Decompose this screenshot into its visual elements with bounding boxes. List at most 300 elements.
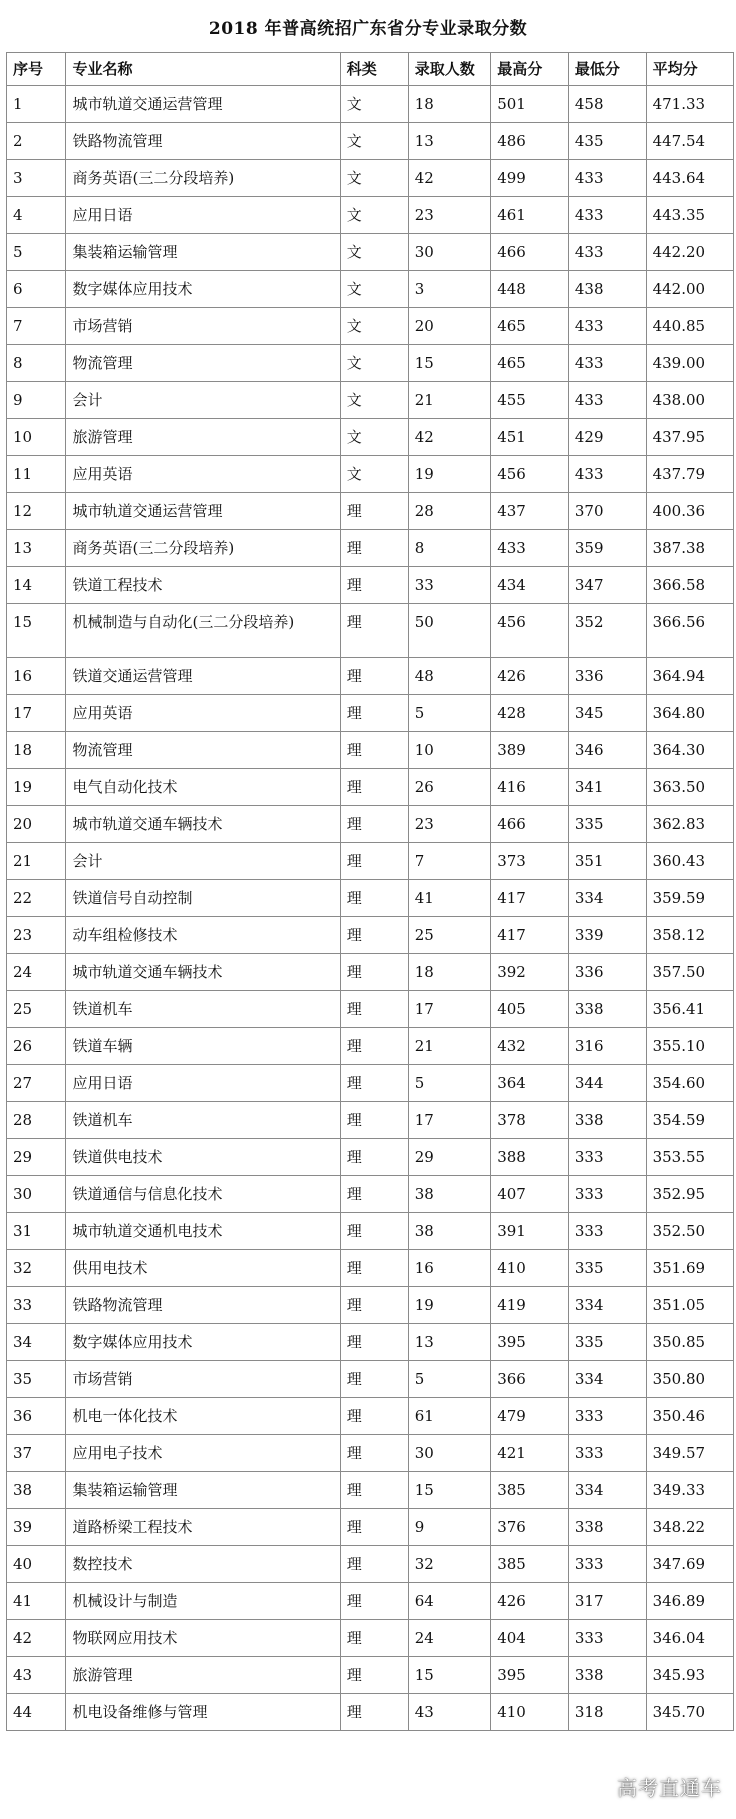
cell-admitted-count: 7: [408, 843, 491, 880]
cell-max-score: 501: [491, 86, 569, 123]
cell-admitted-count: 42: [408, 160, 491, 197]
cell-index: 19: [7, 769, 66, 806]
cell-max-score: 465: [491, 345, 569, 382]
cell-max-score: 466: [491, 806, 569, 843]
cell-avg-score: 387.38: [646, 530, 733, 567]
cell-avg-score: 345.70: [646, 1694, 733, 1731]
table-row: [7, 1028, 734, 1065]
table-body: [7, 86, 734, 1731]
cell-max-score: 456: [491, 604, 569, 658]
cell-major-name: 城市轨道交通运营管理: [66, 86, 340, 123]
cell-min-score: 429: [568, 419, 646, 456]
header-category: 科类: [340, 53, 408, 86]
cell-major-name: 旅游管理: [66, 419, 340, 456]
cell-avg-score: 443.35: [646, 197, 733, 234]
cell-min-score: 352: [568, 604, 646, 658]
cell-major-name: 市场营销: [66, 1361, 340, 1398]
cell-major-name: 会计: [66, 843, 340, 880]
cell-max-score: 433: [491, 530, 569, 567]
table-row: [7, 769, 734, 806]
cell-index: 18: [7, 732, 66, 769]
cell-min-score: 338: [568, 1509, 646, 1546]
cell-major-name: 动车组检修技术: [66, 917, 340, 954]
table-row: [7, 732, 734, 769]
cell-max-score: 479: [491, 1398, 569, 1435]
cell-index: 10: [7, 419, 66, 456]
cell-min-score: 333: [568, 1139, 646, 1176]
cell-avg-score: 442.00: [646, 271, 733, 308]
cell-avg-score: 352.95: [646, 1176, 733, 1213]
cell-index: 17: [7, 695, 66, 732]
cell-max-score: 499: [491, 160, 569, 197]
cell-index: 27: [7, 1065, 66, 1102]
cell-category: 理: [340, 1102, 408, 1139]
cell-min-score: 345: [568, 695, 646, 732]
cell-avg-score: 437.95: [646, 419, 733, 456]
table-row: [7, 234, 734, 271]
cell-avg-score: 351.69: [646, 1250, 733, 1287]
cell-major-name: 应用日语: [66, 197, 340, 234]
cell-max-score: 428: [491, 695, 569, 732]
table-row: [7, 604, 734, 658]
cell-index: 31: [7, 1213, 66, 1250]
cell-min-score: 333: [568, 1546, 646, 1583]
cell-admitted-count: 20: [408, 308, 491, 345]
cell-category: 理: [340, 1176, 408, 1213]
cell-min-score: 433: [568, 382, 646, 419]
cell-major-name: 数字媒体应用技术: [66, 271, 340, 308]
cell-max-score: 385: [491, 1546, 569, 1583]
cell-avg-score: 348.22: [646, 1509, 733, 1546]
cell-min-score: 458: [568, 86, 646, 123]
cell-index: 24: [7, 954, 66, 991]
cell-max-score: 465: [491, 308, 569, 345]
cell-max-score: 417: [491, 880, 569, 917]
cell-category: 理: [340, 1620, 408, 1657]
cell-max-score: 456: [491, 456, 569, 493]
cell-category: 理: [340, 658, 408, 695]
cell-min-score: 344: [568, 1065, 646, 1102]
cell-category: 理: [340, 567, 408, 604]
cell-category: 理: [340, 806, 408, 843]
cell-avg-score: 346.89: [646, 1583, 733, 1620]
cell-category: 理: [340, 732, 408, 769]
cell-index: 3: [7, 160, 66, 197]
cell-min-score: 346: [568, 732, 646, 769]
cell-admitted-count: 48: [408, 658, 491, 695]
table-row: [7, 308, 734, 345]
cell-min-score: 333: [568, 1435, 646, 1472]
table-row: [7, 954, 734, 991]
cell-avg-score: 437.79: [646, 456, 733, 493]
cell-major-name: 城市轨道交通机电技术: [66, 1213, 340, 1250]
cell-major-name: 应用日语: [66, 1065, 340, 1102]
table-row: [7, 917, 734, 954]
cell-avg-score: 359.59: [646, 880, 733, 917]
table-row: [7, 1435, 734, 1472]
cell-index: 15: [7, 604, 66, 658]
table-row: [7, 1472, 734, 1509]
cell-major-name: 道路桥梁工程技术: [66, 1509, 340, 1546]
table-row: [7, 1324, 734, 1361]
table-row: [7, 419, 734, 456]
cell-max-score: 364: [491, 1065, 569, 1102]
header-min-score: 最低分: [568, 53, 646, 86]
cell-min-score: 334: [568, 1361, 646, 1398]
cell-major-name: 铁道工程技术: [66, 567, 340, 604]
cell-avg-score: 349.57: [646, 1435, 733, 1472]
cell-major-name: 会计: [66, 382, 340, 419]
cell-min-score: 338: [568, 1657, 646, 1694]
cell-admitted-count: 24: [408, 1620, 491, 1657]
table-row: [7, 160, 734, 197]
cell-major-name: 应用电子技术: [66, 1435, 340, 1472]
cell-index: 40: [7, 1546, 66, 1583]
table-row: [7, 86, 734, 123]
cell-major-name: 数控技术: [66, 1546, 340, 1583]
cell-index: 30: [7, 1176, 66, 1213]
cell-category: 理: [340, 1472, 408, 1509]
cell-major-name: 铁路物流管理: [66, 1287, 340, 1324]
cell-min-score: 433: [568, 234, 646, 271]
cell-min-score: 334: [568, 1472, 646, 1509]
table-row: [7, 1657, 734, 1694]
cell-category: 理: [340, 954, 408, 991]
table-row: [7, 1620, 734, 1657]
cell-avg-score: 350.85: [646, 1324, 733, 1361]
cell-index: 13: [7, 530, 66, 567]
cell-avg-score: 347.69: [646, 1546, 733, 1583]
cell-index: 25: [7, 991, 66, 1028]
cell-index: 22: [7, 880, 66, 917]
cell-index: 12: [7, 493, 66, 530]
cell-index: 20: [7, 806, 66, 843]
cell-max-score: 437: [491, 493, 569, 530]
cell-major-name: 物流管理: [66, 345, 340, 382]
cell-index: 7: [7, 308, 66, 345]
cell-major-name: 集装箱运输管理: [66, 1472, 340, 1509]
cell-max-score: 395: [491, 1657, 569, 1694]
cell-admitted-count: 9: [408, 1509, 491, 1546]
table-row: [7, 1287, 734, 1324]
cell-min-score: 351: [568, 843, 646, 880]
cell-admitted-count: 32: [408, 1546, 491, 1583]
cell-admitted-count: 26: [408, 769, 491, 806]
cell-major-name: 铁道机车: [66, 1102, 340, 1139]
cell-category: 理: [340, 493, 408, 530]
cell-avg-score: 362.83: [646, 806, 733, 843]
cell-admitted-count: 16: [408, 1250, 491, 1287]
cell-min-score: 433: [568, 160, 646, 197]
cell-major-name: 电气自动化技术: [66, 769, 340, 806]
cell-avg-score: 355.10: [646, 1028, 733, 1065]
cell-index: 29: [7, 1139, 66, 1176]
cell-major-name: 铁道信号自动控制: [66, 880, 340, 917]
cell-category: 理: [340, 1546, 408, 1583]
cell-min-score: 433: [568, 345, 646, 382]
cell-category: 理: [340, 695, 408, 732]
cell-major-name: 铁道车辆: [66, 1028, 340, 1065]
cell-index: 35: [7, 1361, 66, 1398]
cell-min-score: 370: [568, 493, 646, 530]
cell-category: 理: [340, 1139, 408, 1176]
table-row: [7, 658, 734, 695]
table-row: [7, 271, 734, 308]
cell-avg-score: 345.93: [646, 1657, 733, 1694]
cell-max-score: 434: [491, 567, 569, 604]
cell-category: 文: [340, 86, 408, 123]
cell-admitted-count: 18: [408, 86, 491, 123]
cell-category: 文: [340, 419, 408, 456]
cell-avg-score: 364.30: [646, 732, 733, 769]
cell-min-score: 433: [568, 197, 646, 234]
cell-min-score: 316: [568, 1028, 646, 1065]
cell-admitted-count: 29: [408, 1139, 491, 1176]
cell-avg-score: 360.43: [646, 843, 733, 880]
cell-min-score: 359: [568, 530, 646, 567]
cell-min-score: 338: [568, 1102, 646, 1139]
cell-admitted-count: 42: [408, 419, 491, 456]
cell-max-score: 417: [491, 917, 569, 954]
cell-category: 文: [340, 160, 408, 197]
cell-major-name: 机电设备维修与管理: [66, 1694, 340, 1731]
cell-index: 11: [7, 456, 66, 493]
cell-min-score: 334: [568, 1287, 646, 1324]
cell-admitted-count: 15: [408, 1657, 491, 1694]
cell-max-score: 404: [491, 1620, 569, 1657]
cell-index: 4: [7, 197, 66, 234]
cell-min-score: 333: [568, 1620, 646, 1657]
cell-index: 34: [7, 1324, 66, 1361]
cell-major-name: 市场营销: [66, 308, 340, 345]
cell-max-score: 405: [491, 991, 569, 1028]
cell-category: 理: [340, 1583, 408, 1620]
cell-avg-score: 346.04: [646, 1620, 733, 1657]
table-row: [7, 530, 734, 567]
cell-category: 理: [340, 1398, 408, 1435]
cell-max-score: 426: [491, 658, 569, 695]
cell-category: 文: [340, 308, 408, 345]
header-avg-score: 平均分: [646, 53, 733, 86]
cell-max-score: 421: [491, 1435, 569, 1472]
cell-max-score: 395: [491, 1324, 569, 1361]
table-row: [7, 456, 734, 493]
cell-major-name: 城市轨道交通运营管理: [66, 493, 340, 530]
cell-index: 42: [7, 1620, 66, 1657]
cell-category: 理: [340, 604, 408, 658]
cell-index: 21: [7, 843, 66, 880]
cell-max-score: 451: [491, 419, 569, 456]
table-row: [7, 1546, 734, 1583]
cell-avg-score: 366.56: [646, 604, 733, 658]
cell-category: 文: [340, 234, 408, 271]
cell-index: 39: [7, 1509, 66, 1546]
table-header-row: [7, 53, 734, 86]
cell-major-name: 机械制造与自动化(三二分段培养): [66, 604, 340, 658]
cell-avg-score: 356.41: [646, 991, 733, 1028]
cell-admitted-count: 33: [408, 567, 491, 604]
table-row: [7, 806, 734, 843]
cell-category: 理: [340, 917, 408, 954]
cell-category: 理: [340, 1028, 408, 1065]
cell-category: 理: [340, 1435, 408, 1472]
cell-avg-score: 349.33: [646, 1472, 733, 1509]
cell-major-name: 铁道供电技术: [66, 1139, 340, 1176]
cell-major-name: 铁路物流管理: [66, 123, 340, 160]
cell-admitted-count: 21: [408, 1028, 491, 1065]
cell-category: 理: [340, 880, 408, 917]
cell-max-score: 388: [491, 1139, 569, 1176]
cell-avg-score: 350.46: [646, 1398, 733, 1435]
cell-max-score: 410: [491, 1694, 569, 1731]
cell-index: 5: [7, 234, 66, 271]
cell-category: 理: [340, 1250, 408, 1287]
cell-max-score: 486: [491, 123, 569, 160]
cell-major-name: 供用电技术: [66, 1250, 340, 1287]
cell-min-score: 433: [568, 456, 646, 493]
cell-avg-score: 354.59: [646, 1102, 733, 1139]
table-row: [7, 1509, 734, 1546]
cell-index: 43: [7, 1657, 66, 1694]
cell-admitted-count: 38: [408, 1213, 491, 1250]
cell-admitted-count: 21: [408, 382, 491, 419]
table-row: [7, 880, 734, 917]
table-row: [7, 1694, 734, 1731]
cell-avg-score: 439.00: [646, 345, 733, 382]
cell-admitted-count: 43: [408, 1694, 491, 1731]
cell-min-score: 335: [568, 1324, 646, 1361]
cell-major-name: 物联网应用技术: [66, 1620, 340, 1657]
admission-score-table: [6, 52, 734, 1731]
table-row: [7, 695, 734, 732]
cell-admitted-count: 15: [408, 345, 491, 382]
cell-avg-score: 438.00: [646, 382, 733, 419]
table-row: [7, 1398, 734, 1435]
cell-admitted-count: 8: [408, 530, 491, 567]
cell-min-score: 318: [568, 1694, 646, 1731]
cell-major-name: 城市轨道交通车辆技术: [66, 806, 340, 843]
cell-index: 28: [7, 1102, 66, 1139]
table-row: [7, 1213, 734, 1250]
cell-major-name: 铁道机车: [66, 991, 340, 1028]
cell-max-score: 389: [491, 732, 569, 769]
cell-max-score: 392: [491, 954, 569, 991]
cell-avg-score: 471.33: [646, 86, 733, 123]
cell-avg-score: 442.20: [646, 234, 733, 271]
cell-index: 14: [7, 567, 66, 604]
cell-min-score: 333: [568, 1213, 646, 1250]
cell-max-score: 419: [491, 1287, 569, 1324]
cell-admitted-count: 17: [408, 991, 491, 1028]
cell-index: 41: [7, 1583, 66, 1620]
cell-major-name: 数字媒体应用技术: [66, 1324, 340, 1361]
table-row: [7, 1583, 734, 1620]
cell-max-score: 410: [491, 1250, 569, 1287]
watermark: 高考直通车: [617, 1776, 722, 1800]
header-admitted-count: 录取人数: [408, 53, 491, 86]
cell-category: 文: [340, 123, 408, 160]
table-row: [7, 123, 734, 160]
table-row: [7, 991, 734, 1028]
cell-avg-score: 364.80: [646, 695, 733, 732]
cell-admitted-count: 3: [408, 271, 491, 308]
cell-max-score: 366: [491, 1361, 569, 1398]
table-row: [7, 382, 734, 419]
cell-admitted-count: 23: [408, 197, 491, 234]
cell-admitted-count: 64: [408, 1583, 491, 1620]
cell-min-score: 341: [568, 769, 646, 806]
cell-max-score: 378: [491, 1102, 569, 1139]
cell-admitted-count: 30: [408, 234, 491, 271]
cell-avg-score: 440.85: [646, 308, 733, 345]
header-max-score: 最高分: [491, 53, 569, 86]
cell-min-score: 335: [568, 806, 646, 843]
cell-min-score: 333: [568, 1398, 646, 1435]
cell-avg-score: 363.50: [646, 769, 733, 806]
cell-avg-score: 354.60: [646, 1065, 733, 1102]
cell-category: 理: [340, 1694, 408, 1731]
cell-index: 1: [7, 86, 66, 123]
cell-category: 理: [340, 1361, 408, 1398]
cell-max-score: 461: [491, 197, 569, 234]
cell-avg-score: 352.50: [646, 1213, 733, 1250]
cell-index: 44: [7, 1694, 66, 1731]
table-row: [7, 1102, 734, 1139]
cell-max-score: 385: [491, 1472, 569, 1509]
cell-category: 理: [340, 1324, 408, 1361]
cell-index: 33: [7, 1287, 66, 1324]
cell-index: 37: [7, 1435, 66, 1472]
cell-major-name: 商务英语(三二分段培养): [66, 160, 340, 197]
cell-index: 2: [7, 123, 66, 160]
cell-avg-score: 351.05: [646, 1287, 733, 1324]
cell-admitted-count: 61: [408, 1398, 491, 1435]
cell-category: 理: [340, 991, 408, 1028]
cell-admitted-count: 23: [408, 806, 491, 843]
cell-min-score: 336: [568, 658, 646, 695]
cell-min-score: 317: [568, 1583, 646, 1620]
cell-min-score: 438: [568, 271, 646, 308]
cell-category: 理: [340, 1065, 408, 1102]
cell-admitted-count: 19: [408, 1287, 491, 1324]
cell-admitted-count: 30: [408, 1435, 491, 1472]
table-row: [7, 493, 734, 530]
cell-avg-score: 357.50: [646, 954, 733, 991]
cell-category: 文: [340, 382, 408, 419]
cell-major-name: 机械设计与制造: [66, 1583, 340, 1620]
cell-admitted-count: 5: [408, 1065, 491, 1102]
cell-min-score: 338: [568, 991, 646, 1028]
table-row: [7, 1176, 734, 1213]
cell-admitted-count: 38: [408, 1176, 491, 1213]
table-row: [7, 197, 734, 234]
cell-admitted-count: 41: [408, 880, 491, 917]
cell-index: 38: [7, 1472, 66, 1509]
cell-avg-score: 350.80: [646, 1361, 733, 1398]
cell-category: 文: [340, 271, 408, 308]
cell-max-score: 466: [491, 234, 569, 271]
cell-avg-score: 443.64: [646, 160, 733, 197]
cell-index: 32: [7, 1250, 66, 1287]
cell-max-score: 455: [491, 382, 569, 419]
cell-admitted-count: 28: [408, 493, 491, 530]
cell-min-score: 347: [568, 567, 646, 604]
cell-category: 理: [340, 1509, 408, 1546]
cell-index: 23: [7, 917, 66, 954]
table-row: [7, 567, 734, 604]
cell-max-score: 373: [491, 843, 569, 880]
cell-category: 文: [340, 197, 408, 234]
